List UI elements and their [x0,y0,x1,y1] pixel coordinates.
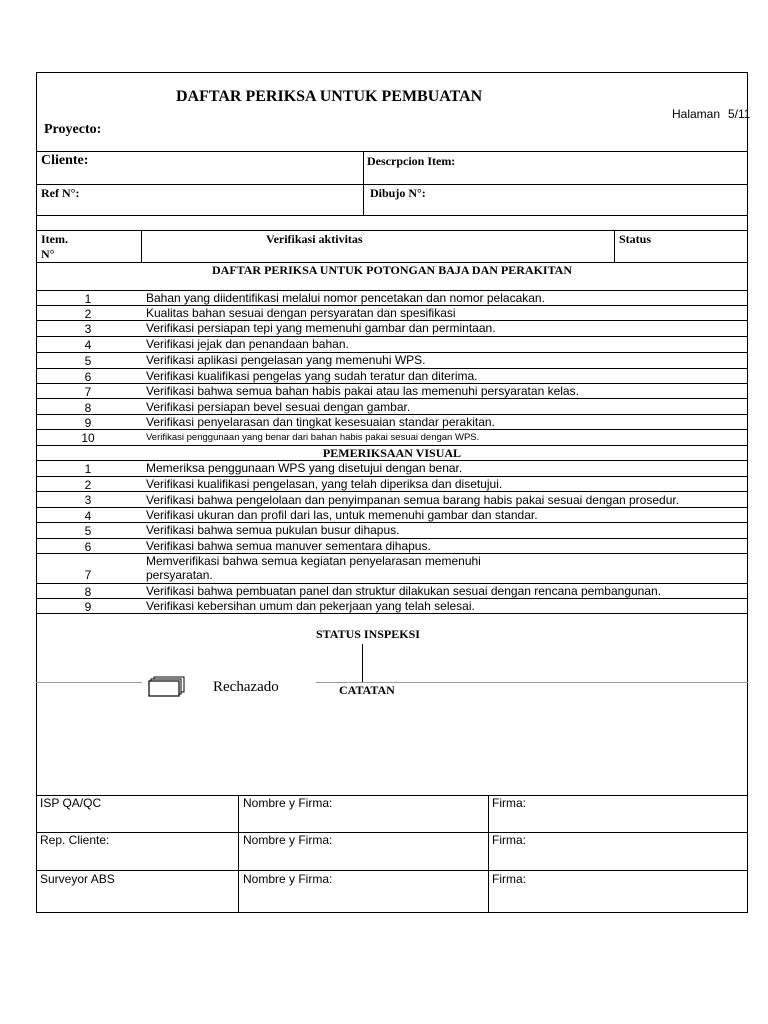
section-title-visual: PEMERIKSAAN VISUAL [322,446,462,460]
divider [36,429,748,430]
row-text: Bahan yang diidentifikasi melalui nomor pencetakan dan nomor pelacakan. [146,291,545,305]
divider [36,682,142,683]
page-label: Halaman [672,107,721,121]
row-text: Verifikasi bahwa semua bahan habis pakai atau las memenuhi persyaratan kelas. [146,384,579,398]
divider [36,795,748,796]
divider [363,151,364,215]
divider [36,491,748,492]
signature-field[interactable]: Firma: [492,833,526,847]
ref-label: Ref N°: [41,186,80,200]
row-number: 9 [84,416,92,430]
row-text: Verifikasi bahwa semua manuver sementara dihapus. [146,539,431,553]
name-signature-field[interactable]: Nombre y Firma: [243,796,333,810]
row-number: 3 [84,322,92,336]
checkbox-icon[interactable] [148,676,188,698]
rechazado-label: Rechazado [213,679,279,695]
divider [614,230,615,262]
divider [36,230,748,231]
row-number: 1 [84,292,92,306]
row-number: 2 [84,478,92,492]
row-text: Verifikasi kualifikasi pengelas yang sudah teratur dan diterima. [146,369,478,383]
row-text: Verifikasi kebersihan umum dan pekerjaan yang telah selesai. [146,599,475,613]
row-number: 1 [84,462,92,476]
document-title: DAFTAR PERIKSA UNTUK PEMBUATAN [176,88,483,105]
signature-role: ISP QA/QC [40,796,102,810]
row-number: 5 [84,524,92,538]
row-number: 6 [84,370,92,384]
row-text: Verifikasi bahwa pembuatan panel dan struktur dilakukan sesuai dengan rencana pembangunan. [146,584,662,598]
section-title-cutting: DAFTAR PERIKSA UNTUK POTONGAN BAJA DAN PERAKITAN [211,263,573,277]
row-number: 5 [84,354,92,368]
row-number: 4 [84,509,92,523]
row-text: Verifikasi bahwa semua pukulan busur dihapus. [146,523,400,537]
row-number: 9 [84,600,92,614]
status-header: Status [619,232,652,246]
row-number: 8 [84,585,92,599]
row-text: Verifikasi jejak dan penandaan bahan. [146,337,349,351]
row-number: 8 [84,401,92,415]
row-text: Verifikasi kualifikasi pengelasan, yang telah diperiksa dan disetujui. [146,477,503,491]
divider [36,151,748,152]
name-signature-field[interactable]: Nombre y Firma: [243,833,333,847]
row-text: Verifikasi penyelarasan dan tingkat kesesuaian standar perakitan. [146,415,495,429]
status-inspeksi-title: STATUS INSPEKSI [316,627,420,641]
row-number: 4 [84,338,92,352]
signature-role: Rep. Cliente: [40,833,110,847]
signature-field[interactable]: Firma: [492,796,526,810]
catatan-label: CATATAN [339,683,395,697]
descripcion-label: Descrpcion Item: [367,154,456,168]
row-number: 6 [84,540,92,554]
signature-role: Surveyor ABS [40,872,115,886]
row-text: Verifikasi persiapan bevel sesuai dengan gambar. [146,400,411,414]
row-number: 3 [84,493,92,507]
divider [238,795,239,913]
row-text: Memverifikasi bahwa semua kegiatan penyelarasan memenuhi [146,554,481,568]
divider [141,230,142,262]
row-text: Verifikasi ukuran dan profil dari las, untuk memenuhi gambar dan standar. [146,508,538,522]
cliente-label: Cliente: [41,153,89,168]
proyecto-label: Proyecto: [44,122,102,137]
name-signature-field[interactable]: Nombre y Firma: [243,872,333,886]
row-number: 10 [81,431,95,445]
divider [36,336,748,337]
row-number: 7 [84,568,92,582]
divider [362,644,363,682]
row-text: Verifikasi penggunaan yang benar dari bahan habis pakai sesuai dengan WPS. [146,432,480,443]
divider [36,870,748,871]
row-number: 2 [84,307,92,321]
row-text: persyaratan. [146,568,213,582]
divider [36,832,748,833]
divider [36,215,748,216]
row-text: Verifikasi aplikasi pengelasan yang memenuhi WPS. [146,353,426,367]
row-text: Kualitas bahan sesuai dengan persyaratan dan spesifikasi [146,306,456,320]
verification-header: Verifikasi aktivitas [266,232,363,246]
row-number: 7 [84,385,92,399]
divider [488,795,489,913]
row-text: Memeriksa penggunaan WPS yang disetujui dengan benar. [146,461,463,475]
row-text: Verifikasi bahwa pengelolaan dan penyimpanan semua barang habis pakai sesuai dengan prosedur. [146,493,680,507]
page-number: 5/11 [728,107,751,121]
divider [36,184,748,185]
item-no-header: N° [41,247,55,261]
divider [36,398,748,399]
row-text: Verifikasi persiapan tepi yang memenuhi gambar dan permintaan. [146,321,496,335]
divider [36,613,748,614]
dibujo-label: Dibujo N°: [370,186,426,200]
signature-field[interactable]: Firma: [492,872,526,886]
item-header: Item. [41,232,68,246]
